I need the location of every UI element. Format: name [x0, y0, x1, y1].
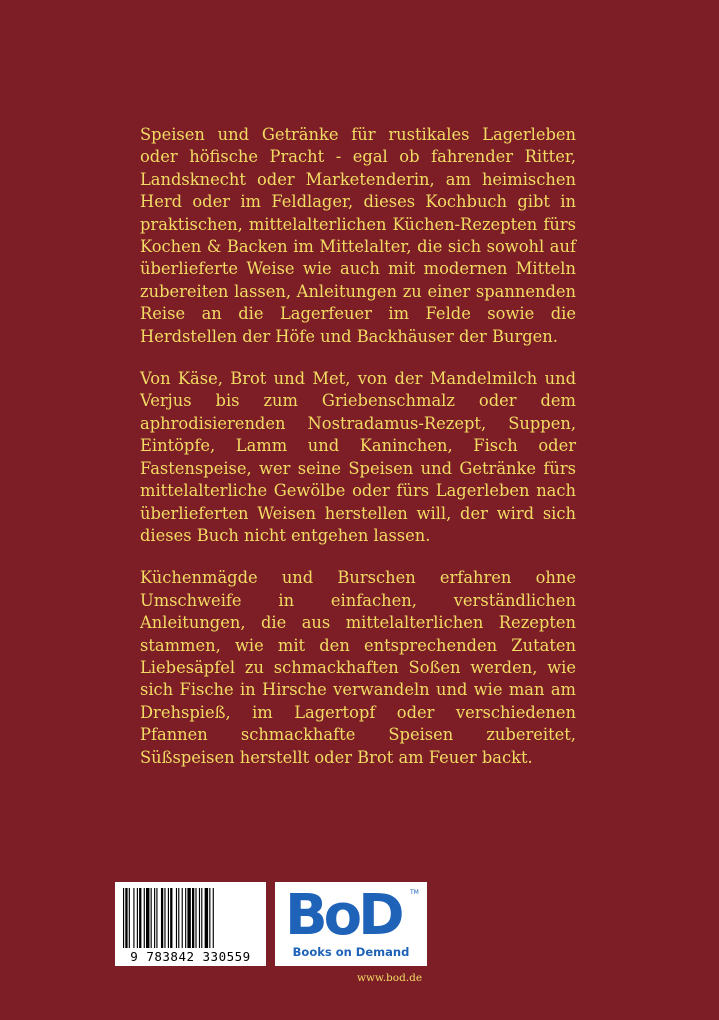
barcode-bar [156, 888, 157, 948]
blurb-paragraph-3: Küchenmägde und Burschen erfahren ohne Umschweife in einfachen, verständlichen Anleitungen, die aus mittelalterlichen Rezepten stammen, wie mit den entsprechenden Zutaten Liebesäpfel zu schmackhaften Soßen werden, wie sich Fische in Hirsche verwandeln und wie man am Drehspieß, im Lagertopf oder verschiedenen Pfannen schmackhafte Speisen zubereitet, Süßspeisen herstellt oder Brot am Feuer backt. [140, 568, 576, 767]
barcode-bar [205, 888, 208, 948]
publisher-website: www.bod.de [357, 972, 423, 984]
blurb-paragraph-2: Von Käse, Brot und Met, von der Mandelmilch und Verjus bis zum Griebenschmalz oder dem aphrodisierenden Nostradamus-Rezept, Suppen, Eintöpfe, Lamm und Kaninchen, Fisch oder Fastenspeise, wer seine Speisen und Getränke fürs mittelalterliche Gewölbe oder fürs Lagerleben nach überlieferten Weisen herstellen will, der wird sich dieses Buch nicht entgehen lassen. [140, 369, 576, 545]
barcode-bar [209, 888, 210, 948]
barcode-bar [168, 888, 169, 948]
back-cover-blurb [140, 124, 576, 789]
barcode-bar [170, 888, 172, 948]
barcode-bar [139, 888, 141, 948]
barcode-bar [137, 888, 138, 948]
publisher-tagline: Books on Demand [292, 945, 410, 959]
barcode-bar [144, 888, 145, 948]
barcode-bar [133, 888, 134, 948]
publisher-logo-box [275, 882, 427, 966]
barcode-bar [164, 888, 165, 948]
barcode-bar [161, 888, 163, 948]
barcode-bar [176, 888, 177, 948]
barcode-bar [187, 888, 190, 948]
barcode-bar [154, 888, 155, 948]
isbn-number: 9 783842 330559 [130, 949, 251, 964]
barcode-bar [199, 888, 200, 948]
barcode-bar [185, 888, 186, 948]
barcode-bar [182, 888, 183, 948]
barcode-bar [151, 888, 152, 948]
trademark-mark: TM [410, 889, 419, 896]
barcode-bar [195, 888, 196, 948]
bod-logo: BoD [285, 883, 401, 948]
barcode-bar [123, 888, 124, 948]
barcode-bar [125, 888, 127, 948]
barcode-bar [129, 888, 130, 948]
barcode-bar [201, 888, 202, 948]
barcode-bar [146, 888, 149, 948]
barcode-bars [121, 888, 260, 948]
blurb-paragraph-1: Speisen und Getränke für rustikales Lagerleben oder höfische Pracht - egal ob fahrender Ritter, Landsknecht oder Marketenderin, am heimischen Herd oder im Feldlager, dieses Kochbuch gibt in praktischen, mittelalterlichen Küchen-Rezepten fürs Kochen & Backen im Mittelalter, die sich sowohl auf überlieferte Weise wie auch mit modernen Mitteln zubereiten lassen, Anleitungen zu einer spannenden Reise an die Lagerfeuer im Felde sowie die Herdstellen der Höfe und Backhäuser der Burgen. [140, 125, 576, 346]
barcode-bar [178, 888, 179, 948]
isbn-barcode [115, 882, 266, 966]
barcode-bar [213, 888, 214, 948]
barcode-bar [192, 888, 194, 948]
